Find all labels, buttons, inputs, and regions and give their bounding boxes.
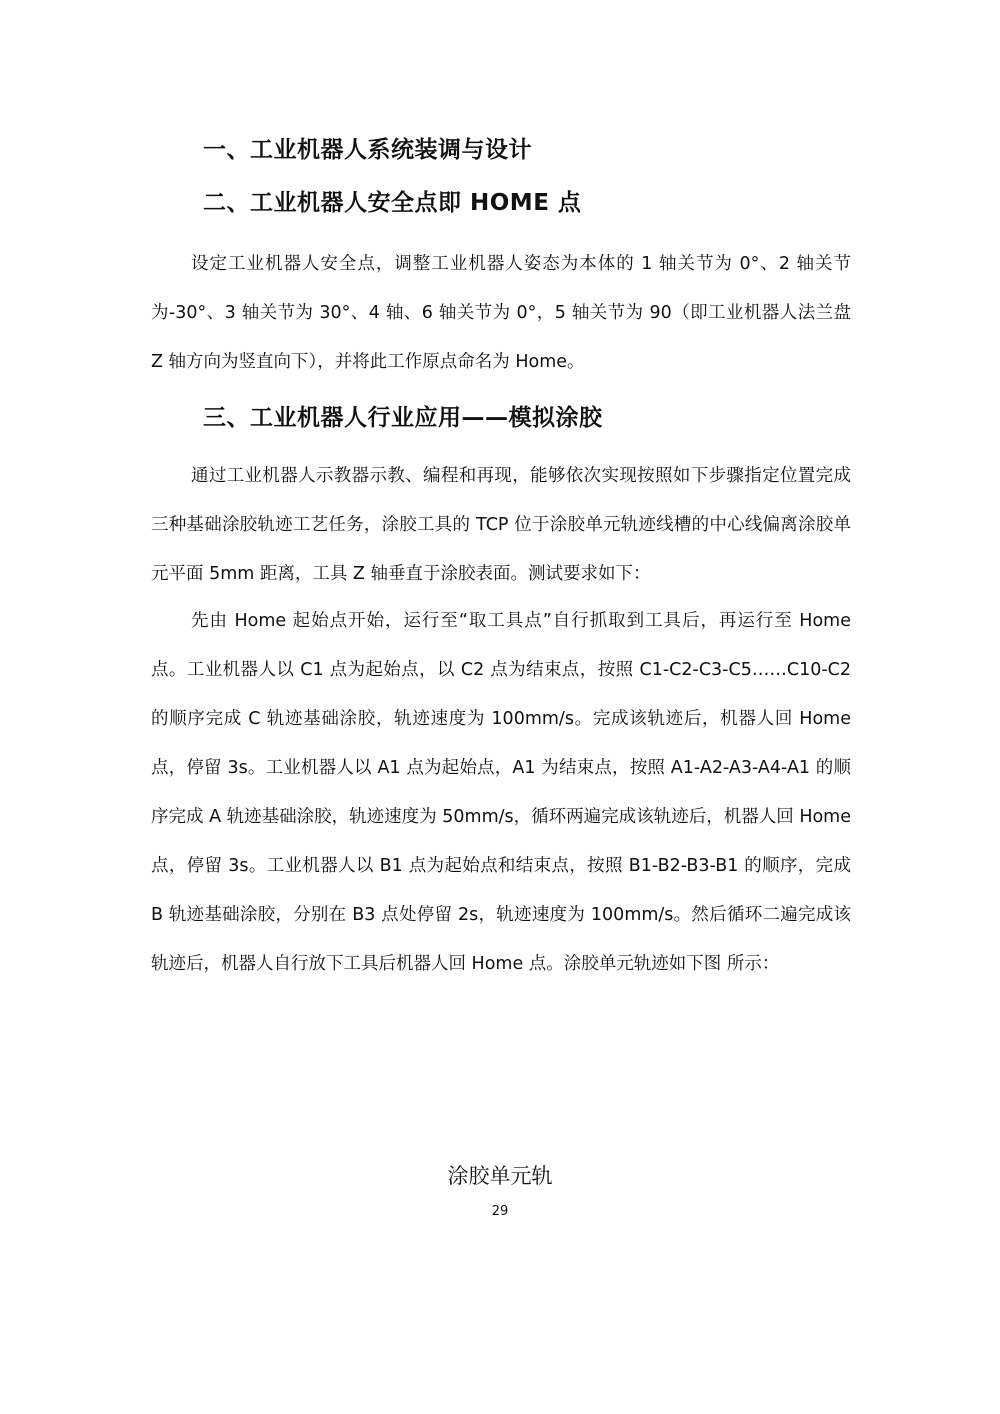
figure-caption: 涂胶单元轨 bbox=[447, 1164, 553, 1188]
section-heading-2: 二、工业机器人安全点即 HOME 点 bbox=[203, 190, 582, 216]
paragraph-task-overview: 通过工业机器人示教器示教、编程和再现，能够依次实现按照如下步骤指定位置完成三种基础涂胶轨迹工艺任务，涂胶工具的 TCP 位于涂胶单元轨迹线槽的中心线偏离涂胶单元平面 5mm 距离，工具 Z 轴垂直于涂胶表面。测试要求如下： bbox=[151, 466, 851, 584]
paragraph-test-requirements: 先由 Home 起始点开始，运行至“取工具点”自行抓取到工具后，再运行至 Home 点。工业机器人以 C1 点为起始点，以 C2 点为结束点，按照 C1-C2-C3-C5……C10-C2 的顺序完成 C 轨迹基础涂胶，轨迹速度为 100mm/s。完成该轨迹后，机器人回 Home 点，停留 3s。工业机器人以 A1 点为起始点，A1 为结束点，按照 A1-A2-A3-A4-A1 的顺序完成 A 轨迹基础涂胶，轨迹速度为 50mm/s，循环两遍完成该轨迹后，机器人回 Home 点，停留 3s。工业机器人以 B1 点为起始点和结束点，按照 B1-B2-B3-B1 的顺序，完成 B 轨迹基础涂胶，分别在 B3 点处停留 2s，轨迹速度为 100mm/s。然后循环二遍完成该轨迹后，机器人自行放下工具后机器人回 Home 点。涂胶单元轨迹如下图 所示： bbox=[151, 611, 851, 974]
page-number: 29 bbox=[491, 1204, 509, 1219]
section-heading-1: 一、工业机器人系统装调与设计 bbox=[203, 137, 532, 163]
paragraph-home-point: 设定工业机器人安全点，调整工业机器人姿态为本体的 1 轴关节为 0°、2 轴关节为-30°、3 轴关节为 30°、4 轴、6 轴关节为 0°，5 轴关节为 90（即工业机器人法兰盘 Z 轴方向为竖直向下），并将此工作原点命名为 Home。 bbox=[151, 254, 851, 372]
section-heading-3: 三、工业机器人行业应用——模拟涂胶 bbox=[203, 405, 603, 431]
